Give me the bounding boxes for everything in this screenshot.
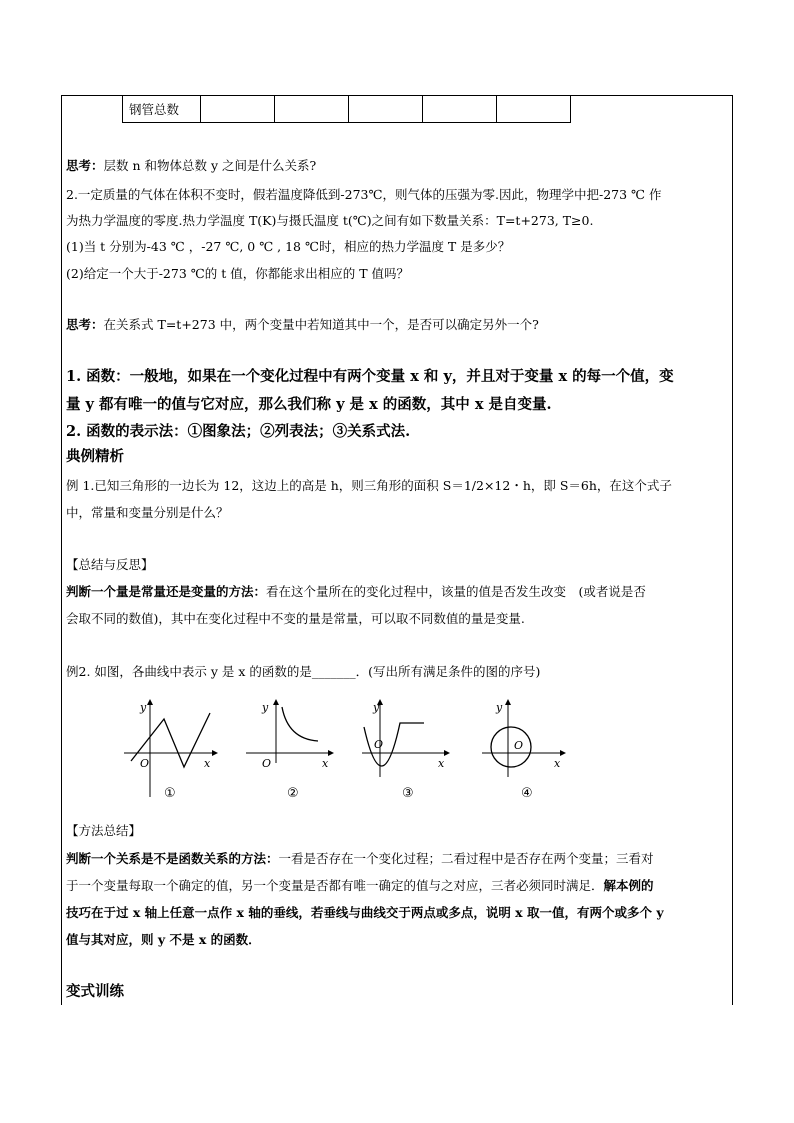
method-title: 【方法总结】 xyxy=(66,823,142,838)
curve-2 xyxy=(282,707,318,741)
summary-line1 xyxy=(66,584,646,600)
think-2 xyxy=(66,317,539,333)
method-line2 xyxy=(66,878,654,894)
def-line2: 量 y 都有唯一的值与它对应，那么我们称 y 是 x 的函数，其中 x 是自变量. xyxy=(66,396,552,413)
summary-title: 【总结与反思】 xyxy=(66,557,154,572)
figure-1 xyxy=(124,697,224,807)
method-line4: 值与其对应，则 y 不是 x 的函数． xyxy=(66,932,261,947)
figure-number: ② xyxy=(287,786,299,801)
origin-label: O xyxy=(374,738,384,751)
x-axis-arrow xyxy=(328,750,334,756)
table-label: 钢管总数 xyxy=(123,96,201,123)
think-1 xyxy=(66,158,316,174)
ex1-line2: 中，常量和变量分别是什么？ xyxy=(66,505,229,520)
origin-label: O xyxy=(262,757,272,770)
think-1-body: 层数 n 和物体总数 y 之间是什么关系? xyxy=(103,158,317,173)
ex2-text: 例2. 如图，各曲线中表示 y 是 x 的函数的是_______．(写出所有满足条件的图的序号) xyxy=(66,664,541,679)
y-label: y xyxy=(373,701,380,714)
ex1-line1: 例 1.已知三角形的一边长为 12，这边上的高是 h，则三角形的面积 S＝1/2×12・h，即 S＝6h，在这个式子 xyxy=(66,478,672,493)
method-head: 判断一个关系是不是函数关系的方法： xyxy=(66,851,279,866)
variant-title: 变式训练 xyxy=(66,983,124,1000)
think-2-body: 在关系式 T=t+273 中，两个变量中若知道其中一个，是否可以确定另外一个? xyxy=(103,317,539,332)
figure-number: ③ xyxy=(402,786,414,801)
think-1-head: 思考： xyxy=(66,158,104,173)
q2-line1: 2.一定质量的气体在体积不变时，假若温度降低到-273℃，则气体的压强为零.因此，物理学中把-273 ℃ 作 xyxy=(66,187,662,202)
method-text-2a: 于一个变量每取一个确定的值，另一个变量是否都有唯一确定的值与之对应，三者必须同时满足． xyxy=(66,878,604,893)
origin-label: O xyxy=(514,739,524,752)
summary-line2: 会取不同的数值)，其中在变化过程中不变的量是常量，可以取不同数值的量是变量. xyxy=(66,611,525,626)
content-frame xyxy=(61,95,733,1005)
method-text-2b: 解本例的 xyxy=(603,878,654,893)
think-2-head: 思考： xyxy=(66,317,104,332)
figure-2 xyxy=(242,697,342,807)
examples-title: 典例精析 xyxy=(66,448,124,465)
x-label: x xyxy=(204,757,211,770)
x-label: x xyxy=(554,757,561,770)
table-cell xyxy=(423,96,497,123)
figure-number: ④ xyxy=(521,786,533,801)
y-label: y xyxy=(262,701,269,714)
x-axis-arrow xyxy=(212,750,218,756)
table-cell xyxy=(201,96,275,123)
table-cell xyxy=(349,96,423,123)
figure-3 xyxy=(360,697,460,807)
def-line3: 2. 函数的表示法：①图象法；②列表法；③关系式法. xyxy=(66,423,411,440)
q2-sub1: (1)当 t 分别为-43 ℃ ，-27 ℃, 0 ℃ , 18 ℃时，相应的热力学温度 T 是多少？ xyxy=(66,239,511,254)
method-line3: 技巧在于过 x 轴上任意一点作 x 轴的垂线，若垂线与曲线交于两点或多点，说明 x 取一值，有两个或多个 y xyxy=(66,905,664,920)
q2-sub2: (2)给定一个大于-273 ℃的 t 值，你都能求出相应的 T 值吗？ xyxy=(66,266,410,281)
table-cell xyxy=(275,96,349,123)
figure-number: ① xyxy=(164,786,176,801)
x-axis-arrow xyxy=(560,750,566,756)
method-line1 xyxy=(66,851,654,867)
figure-4 xyxy=(478,697,578,807)
y-axis-arrow xyxy=(147,699,153,705)
curve-4-circle xyxy=(491,727,531,767)
x-axis-arrow xyxy=(444,750,450,756)
y-axis-arrow xyxy=(505,699,511,705)
pipe-count-table xyxy=(122,95,571,123)
x-label: x xyxy=(322,757,329,770)
summary-head: 判断一个量是常量还是变量的方法： xyxy=(66,584,267,599)
q2-line2: 为热力学温度的零度.热力学温度 T(K)与摄氏温度 t(℃)之间有如下数量关系：T=t+273, T≥0. xyxy=(66,213,594,228)
y-axis-arrow xyxy=(273,699,279,705)
y-label: y xyxy=(140,701,147,714)
summary-text-1: 看在这个量所在的变化过程中，该量的值是否发生改变 (或者说是否 xyxy=(266,584,646,599)
curve-3 xyxy=(364,723,424,766)
origin-label: O xyxy=(140,757,150,770)
table-cell xyxy=(497,96,571,123)
y-label: y xyxy=(496,701,503,714)
method-text-1: 一看是否存在一个变化过程；二看过程中是否存在两个变量；三看对 xyxy=(278,851,654,866)
def-line1: 1. 函数：一般地，如果在一个变化过程中有两个变量 x 和 y，并且对于变量 x 的每一个值，变 xyxy=(66,368,674,385)
x-label: x xyxy=(438,757,445,770)
